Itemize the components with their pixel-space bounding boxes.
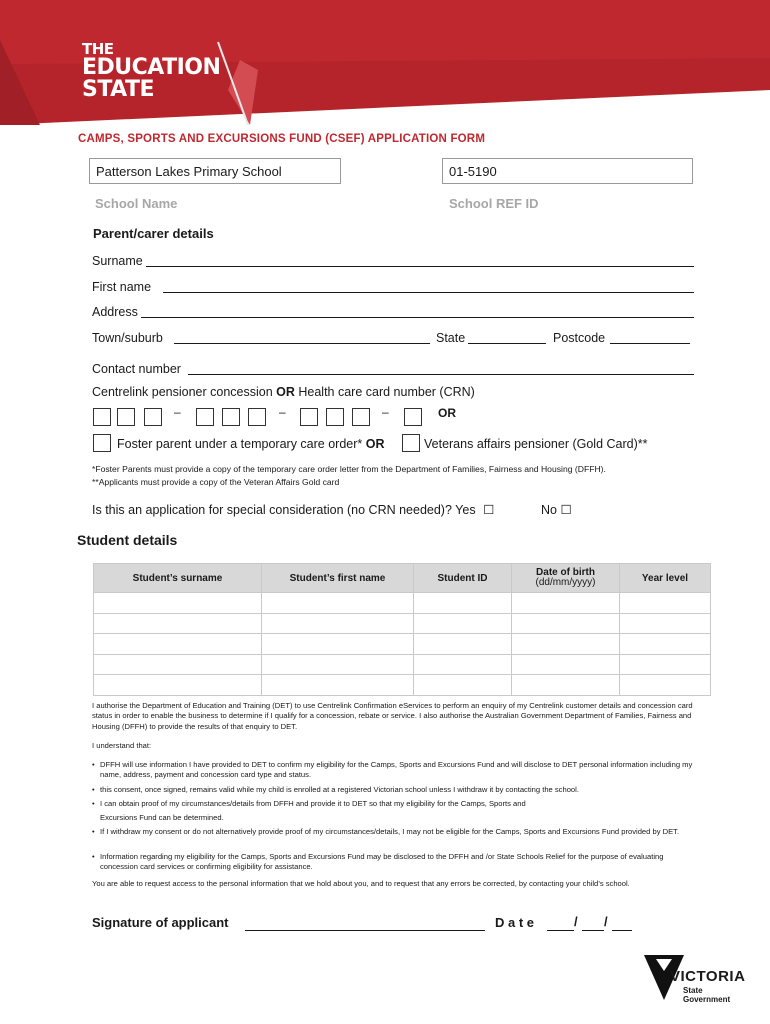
parent-heading: Parent/carer details [93, 226, 214, 241]
consent-paragraph: I authorise the Department of Education and Training (DET) to use Centrelink Confirmation eServices to perform an enquiry of my Centrelink customer details and concession card status in order to enable the business to determine if I qualify for a concession, rebate or service. I also authorise the Australian Government Department of Families, Fairness and Housing (DFFH) to provide the results of that enquiry to DET. [92, 701, 693, 731]
date-month-line[interactable] [582, 930, 604, 931]
surname-label: Surname [92, 254, 143, 268]
crn-dash: – [174, 405, 181, 419]
table-cell[interactable] [414, 613, 512, 634]
bullet-glyph: • [92, 760, 95, 769]
surname-line[interactable] [146, 266, 694, 267]
table-cell[interactable] [94, 613, 262, 634]
foster-or: OR [365, 437, 385, 451]
form-title: CAMPS, SPORTS AND EXCURSIONS FUND (CSEF) APPLICATION FORM [78, 133, 486, 145]
date-year-line[interactable] [612, 930, 632, 931]
postcode-label: Postcode [553, 331, 606, 345]
table-cell[interactable] [94, 675, 262, 696]
table-cell[interactable] [262, 675, 414, 696]
crn-or-label: OR [438, 406, 456, 420]
col-dob-format: (dd/mm/yyyy) [535, 577, 596, 588]
date-day-line[interactable] [547, 930, 574, 931]
table-cell[interactable] [620, 675, 711, 696]
bullet-3 [92, 799, 696, 809]
veterans-label: Veterans affairs pensioner (Gold Card)** [424, 437, 648, 451]
school-name-caption: School Name [95, 196, 178, 211]
col-first-name: Student’s first name [262, 564, 414, 593]
bullet-4 [92, 827, 696, 837]
table-cell[interactable] [262, 654, 414, 675]
crn-box[interactable] [117, 408, 135, 426]
town-line[interactable] [174, 343, 430, 344]
crn-or: OR [276, 385, 295, 399]
table-cell[interactable] [620, 613, 711, 634]
table-row [94, 613, 711, 634]
crn-box[interactable] [93, 408, 111, 426]
table-cell[interactable] [512, 654, 620, 675]
table-cell[interactable] [414, 675, 512, 696]
first-name-line[interactable] [163, 292, 694, 293]
crn-dash: – [279, 405, 286, 419]
signature-label: Signature of applicant [92, 915, 229, 930]
bullet-glyph: • [92, 852, 95, 861]
crn-dash: – [382, 405, 389, 419]
crn-box[interactable] [144, 408, 162, 426]
crn-suffix: Health care card number (CRN) [294, 385, 475, 399]
bullet-text: If I withdraw my consent or do not alternatively provide proof of my circumstances/details, I may not be eligible for the Camps, Sports and Excursions Fund provided by DET. [100, 827, 680, 836]
foster-checkbox[interactable] [93, 434, 111, 452]
table-cell[interactable] [262, 593, 414, 614]
table-cell[interactable] [512, 613, 620, 634]
postcode-line[interactable] [610, 343, 690, 344]
bullet-5 [92, 852, 696, 873]
table-cell[interactable] [414, 654, 512, 675]
special-q-text: Is this an application for special consideration (no CRN needed)? Yes [92, 503, 476, 517]
crn-box[interactable] [300, 408, 318, 426]
first-name-label: First name [92, 280, 152, 294]
crn-box[interactable] [248, 408, 266, 426]
victoria-wordmark: VICTORIA [670, 968, 746, 985]
bullet-glyph: • [92, 785, 95, 794]
crn-box[interactable] [352, 408, 370, 426]
no-label: No [541, 503, 557, 517]
crn-label [92, 385, 475, 399]
no-checkbox[interactable]: ☐ [560, 503, 572, 517]
crn-box[interactable] [196, 408, 214, 426]
logo [82, 42, 220, 101]
table-cell[interactable] [262, 613, 414, 634]
table-cell[interactable] [620, 634, 711, 655]
col-student-id: Student ID [414, 564, 512, 593]
logo-line-1: THE [82, 40, 114, 58]
student-table [93, 563, 711, 696]
foster-label [117, 437, 384, 451]
address-label: Address [92, 305, 138, 319]
state-wordmark: State [683, 986, 703, 995]
no-option [541, 502, 572, 517]
col-year-level: Year level [620, 564, 711, 593]
col-dob [512, 564, 620, 593]
bullet-3-continued: Excursions Fund can be determined. [100, 813, 224, 822]
table-row [94, 593, 711, 614]
col-surname: Student’s surname [94, 564, 262, 593]
bullet-glyph: • [92, 799, 95, 808]
col-dob-title: Date of birth [536, 566, 595, 578]
veterans-note: **Applicants must provide a copy of the Veteran Affairs Gold card [92, 477, 340, 487]
date-slash: / [604, 914, 608, 929]
date-label: D a t e [495, 915, 535, 930]
logo-line-2: EDUCATION [82, 55, 221, 80]
crn-box[interactable] [326, 408, 344, 426]
understand-label: I understand that: [92, 741, 152, 750]
special-consideration-question [92, 502, 494, 517]
school-name-field[interactable]: Patterson Lakes Primary School [89, 158, 341, 184]
state-line[interactable] [468, 343, 546, 344]
veterans-checkbox[interactable] [402, 434, 420, 452]
table-cell[interactable] [414, 634, 512, 655]
government-wordmark: Government [683, 995, 731, 1004]
table-cell[interactable] [512, 675, 620, 696]
school-ref-caption: School REF ID [449, 196, 539, 211]
bullet-text: Information regarding my eligibility for the Camps, Sports and Excursions Fund may be disclosed to the DFFH and /or State Schools Relief for the purpose of evaluating concession card services or confirming eligibility for assistance. [100, 852, 664, 872]
town-label: Town/suburb [92, 331, 163, 345]
crn-box[interactable] [404, 408, 422, 426]
table-row [94, 675, 711, 696]
crn-prefix: Centrelink pensioner concession [92, 385, 277, 399]
student-heading: Student details [77, 532, 178, 548]
table-row [94, 654, 711, 675]
table-cell[interactable] [94, 634, 262, 655]
bullet-2 [92, 785, 696, 795]
address-line[interactable] [141, 317, 694, 318]
table-cell[interactable] [94, 593, 262, 614]
state-label: State [436, 331, 466, 345]
table-cell[interactable] [94, 654, 262, 675]
logo-line-3: STATE [82, 77, 154, 102]
table-cell[interactable] [512, 593, 620, 614]
contact-line[interactable] [188, 374, 694, 375]
bullet-1 [92, 760, 696, 781]
foster-note: *Foster Parents must provide a copy of the temporary care order letter from the Department of Families, Fairness and Housing (DFFH). [92, 464, 606, 474]
foster-text: Foster parent under a temporary care order* [117, 437, 366, 451]
bullet-text: DFFH will use information I have provided to DET to confirm my eligibility for the Camps, Sports and Excursions Fund and will disclose to DET personal information including my name, address, payment and concession card type and status. [100, 760, 693, 780]
bullet-text: I can obtain proof of my circumstances/details from DFFH and provide it to DET so that my eligibility for the Camps, Sports and [100, 799, 526, 808]
yes-checkbox[interactable]: ☐ [483, 503, 495, 517]
crn-box[interactable] [222, 408, 240, 426]
bullet-text: this consent, once signed, remains valid while my child is enrolled at a registered Victorian school unless I withdraw it by contacting the school. [100, 785, 579, 794]
date-slash: / [574, 914, 578, 929]
access-paragraph: You are able to request access to the personal information that we hold about you, and to request that any errors be corrected, by contacting your child’s school. [92, 879, 630, 888]
table-cell[interactable] [620, 654, 711, 675]
table-cell[interactable] [512, 634, 620, 655]
table-cell[interactable] [414, 593, 512, 614]
table-cell[interactable] [620, 593, 711, 614]
table-cell[interactable] [262, 634, 414, 655]
bullet-glyph: • [92, 827, 95, 836]
school-ref-field[interactable]: 01-5190 [442, 158, 693, 184]
signature-line[interactable] [245, 930, 485, 931]
student-table-header [94, 564, 711, 593]
table-row [94, 634, 711, 655]
contact-label: Contact number [92, 362, 181, 376]
